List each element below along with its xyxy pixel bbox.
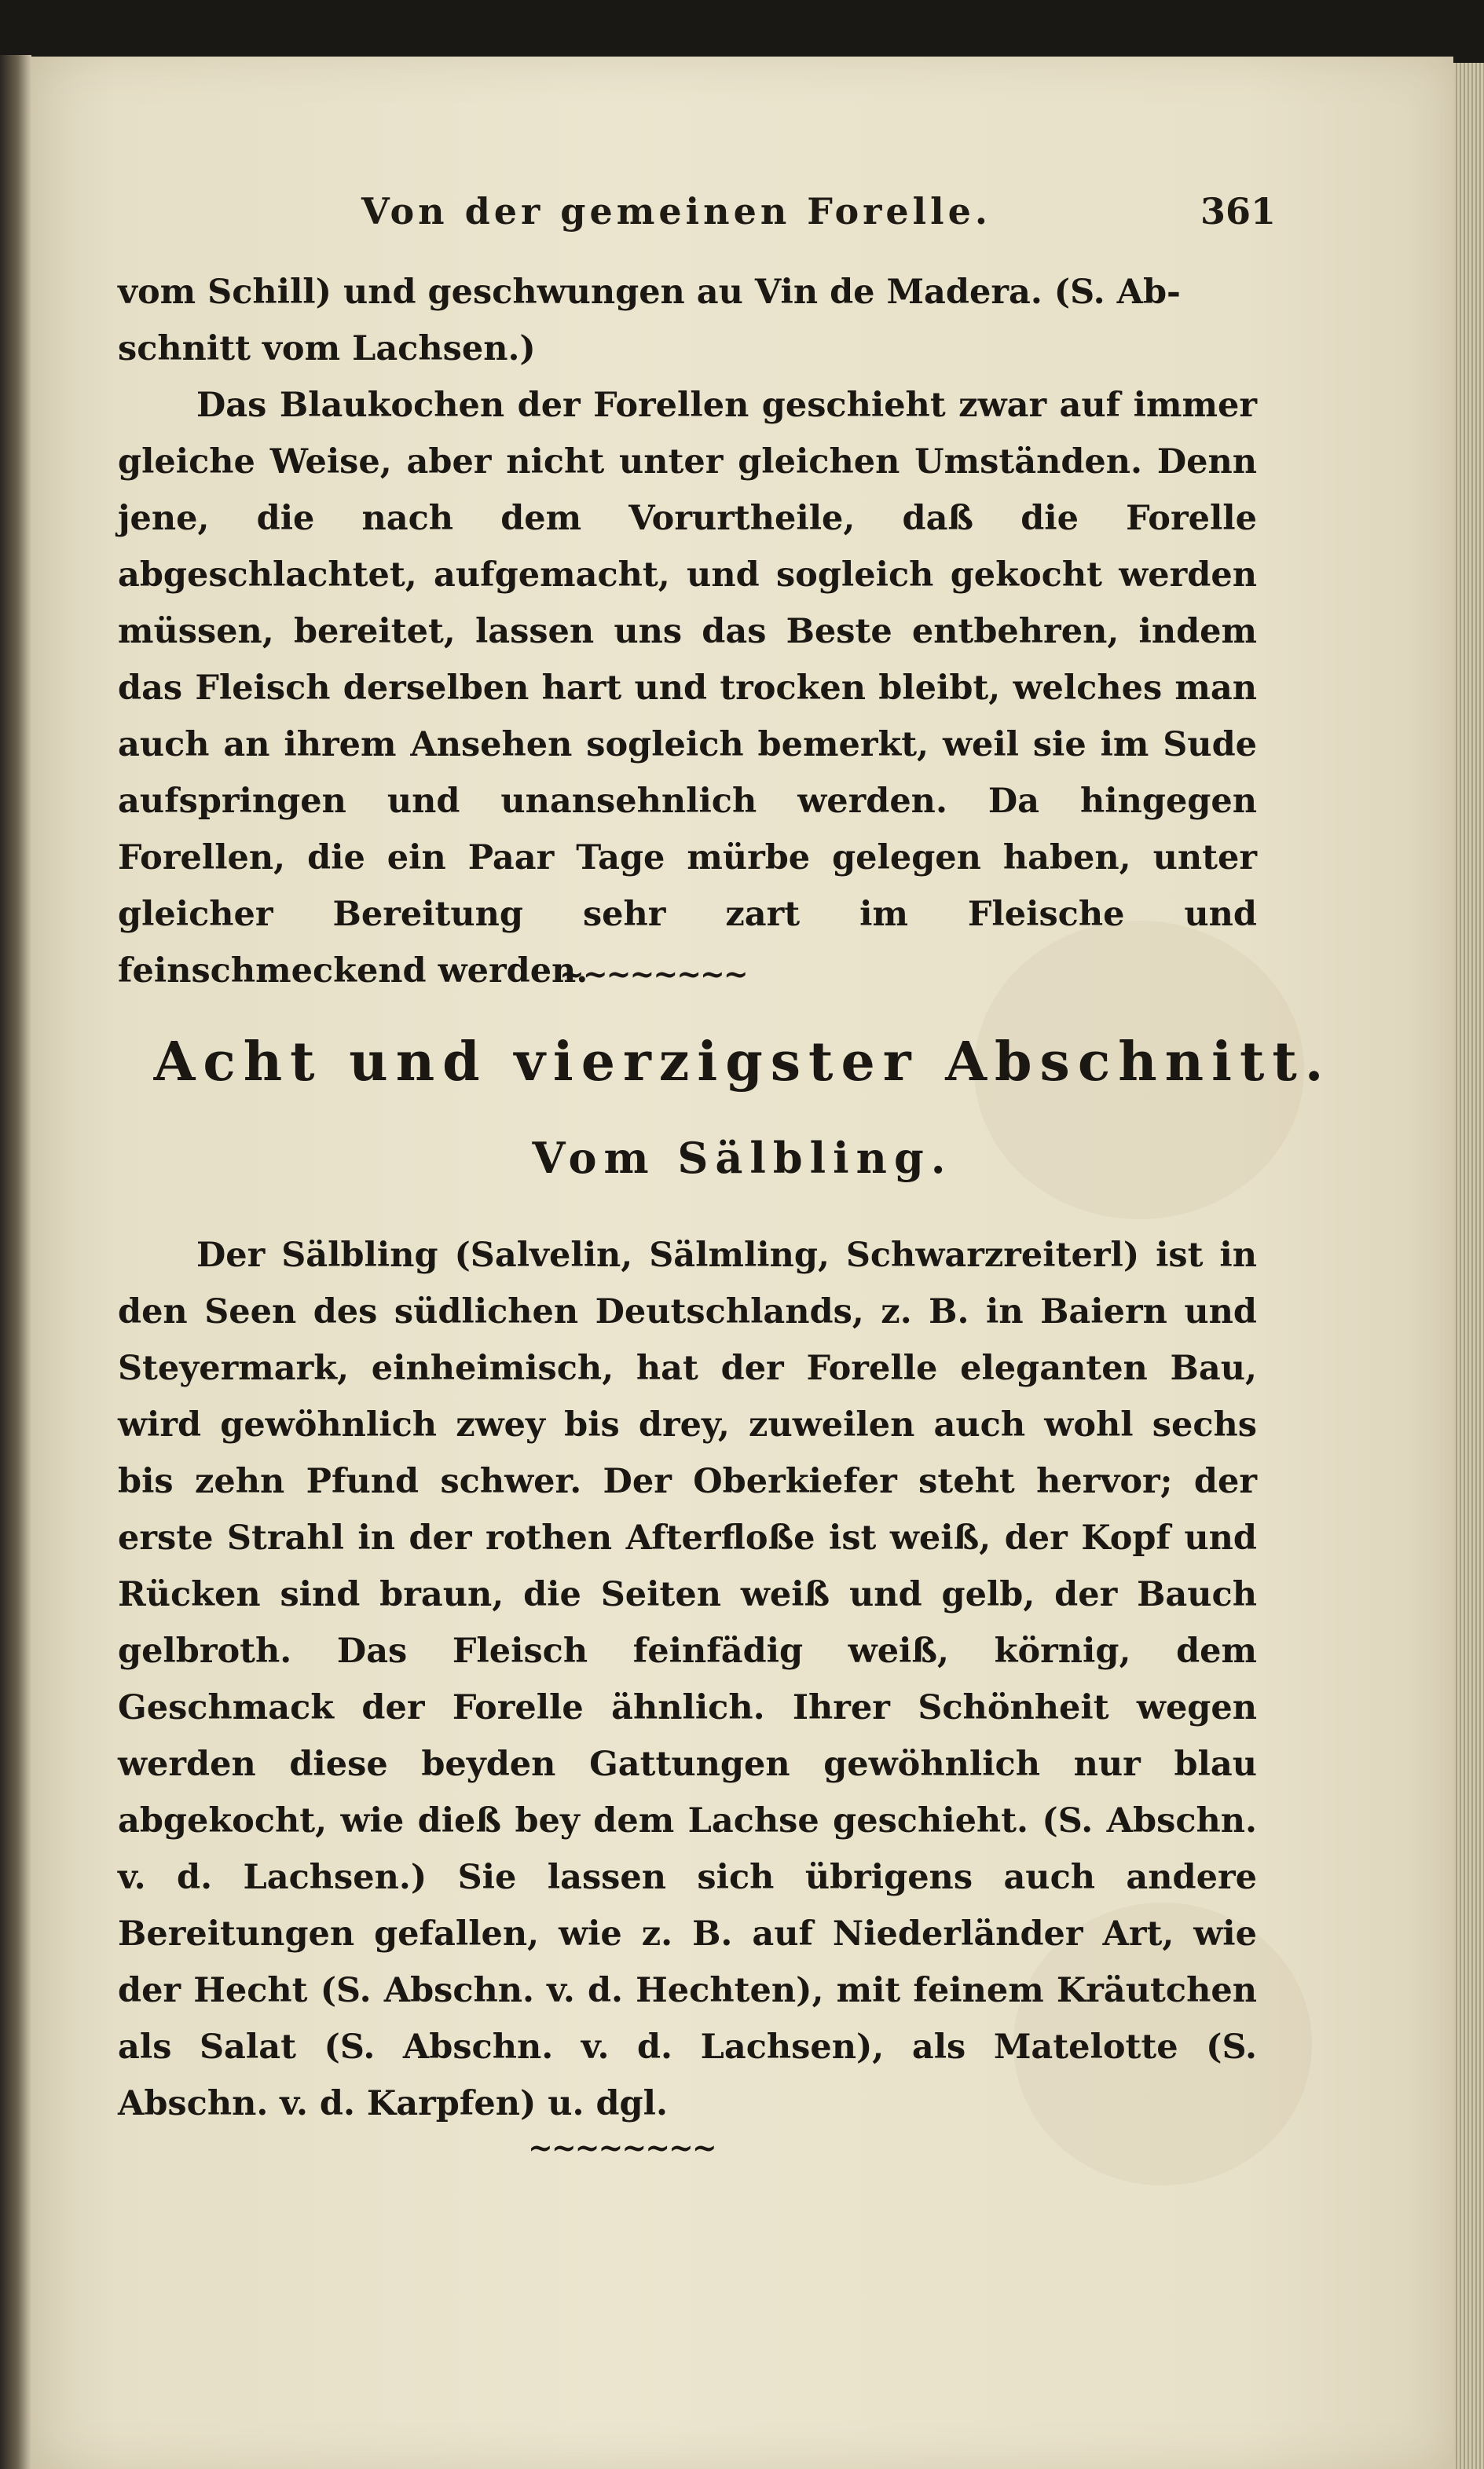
page-stack-edge	[1453, 63, 1484, 2469]
section-divider-ornament: ~~~~~~~~	[559, 956, 747, 991]
book-page	[31, 57, 1453, 2469]
text-line: schnitt vom Lachsen.)	[118, 329, 536, 368]
end-divider-ornament: ~~~~~~~~	[528, 2130, 716, 2165]
chapter-title: Acht und vierzigster Abschnitt.	[153, 1031, 1332, 1093]
body-text-top	[118, 264, 1257, 999]
paragraph-saelbling: Der Sälbling (Salvelin, Sälmling, Schwarzreiterl) ist in den Seen des südlichen Deutschlands, z. B. in Baiern und Steyermark, einheimisch, hat der Forelle eleganten Bau, wird gewöhnlich zwey bis drey, zuweilen auch wohl sechs bis zehn Pfund schwer. Der Oberkiefer steht hervor; der erste Strahl in der rothen Afterfloße ist weiß, der Kopf und Rücken sind braun, die Seiten weiß und gelb, der Bauch gelbroth. Das Fleisch feinfädig weiß, körnig, dem Geschmack der Forelle ähnlich. Ihrer Schönheit wegen werden diese beyden Gattungen gewöhnlich nur blau abgekocht, wie dieß bey dem Lachse geschieht. (S. Abschn. v. d. Lachsen.) Sie lassen sich übrigens auch andere Bereitungen gefallen, wie z. B. auf Niederländer Art, wie der Hecht (S. Abschn. v. d. Hechten), mit feinem Kräutchen als Salat (S. Abschn. v. d. Lachsen), als Matelotte (S. Abschn. v. d. Karpfen) u. dgl.	[118, 1236, 1257, 2123]
page-header	[31, 182, 1453, 245]
body-text-saelbling	[118, 1227, 1257, 2132]
running-head: Von der gemeinen Forelle.	[361, 190, 991, 233]
text-line: vom Schill) und geschwungen au Vin de Madera. (S. Ab-	[118, 273, 1181, 312]
paragraph-blaukochen: Das Blaukochen der Forellen geschieht zwar auf immer gleiche Weise, aber nicht unter gleichen Umständen. Denn jene, die nach dem Vorurtheile, daß die Forelle abgeschlachtet, aufgemacht, und sogleich gekocht werden müssen, bereitet, lassen uns das Beste entbehren, indem das Fleisch derselben hart und trocken bleibt, welches man auch an ihrem Ansehen sogleich bemerkt, weil sie im Sude aufspringen und unansehnlich werden. Da hingegen Forellen, die ein Paar Tage mürbe gelegen haben, unter gleicher Bereitung sehr zart im Fleische und feinschmeckend werden.	[118, 386, 1257, 991]
page-number: 361	[1200, 190, 1277, 233]
previous-page-edge	[0, 55, 31, 2469]
section-title: Vom Sälbling.	[532, 1133, 953, 1183]
